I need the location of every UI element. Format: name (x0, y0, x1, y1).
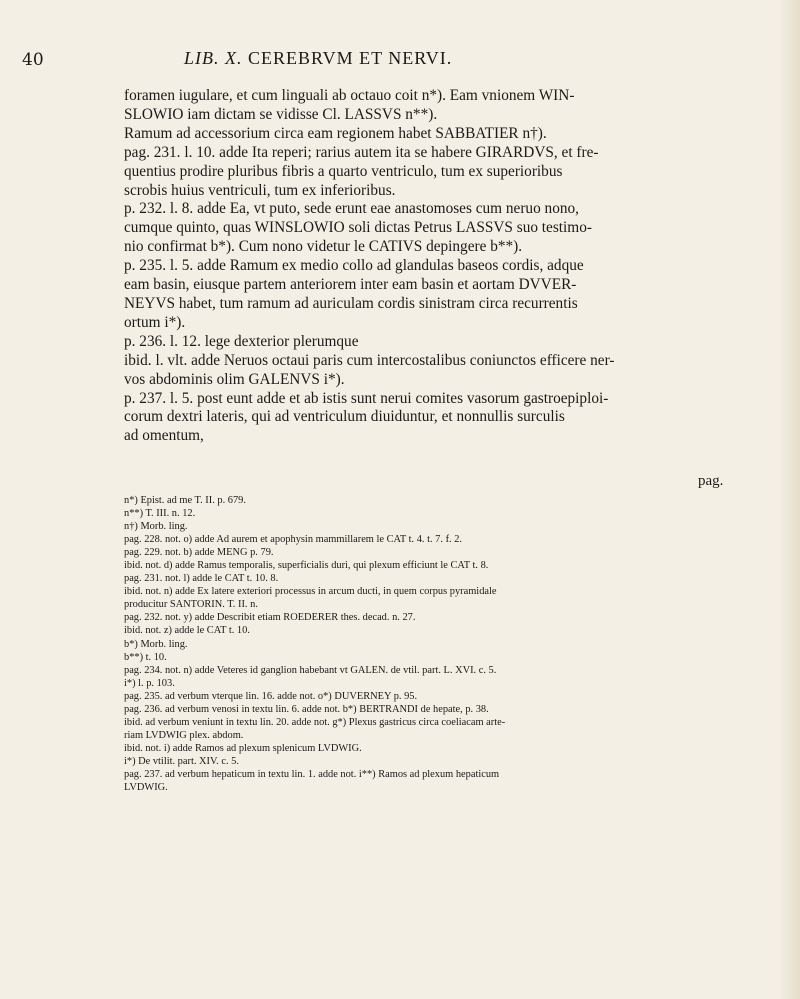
text-line: nio confirmat b*). Cum nono videtur le CATIVS depingere b**). (124, 238, 523, 256)
footnote-line: n†) Morb. ling. (124, 521, 188, 533)
running-head (184, 48, 452, 69)
footnote-line: b**) t. 10. (124, 651, 167, 663)
footnote-line: pag. 235. ad verbum vterque lin. 16. adde not. o*) DUVERNEY p. 95. (124, 690, 418, 702)
text-line: quentius prodire pluribus fibris a quarto ventriculo, tum ex superioribus (124, 162, 563, 180)
footnote-line: ibid. not. d) adde Ramus temporalis, superficialis duri, qui plexum efficiunt le CAT t. 8. (124, 560, 489, 572)
footnote-line: ibid. not. z) adde le CAT t. 10. (124, 625, 250, 637)
text-line: corum dextri lateris, qui ad ventriculum diuiduntur, et nonnullis surculis (124, 408, 565, 426)
footnote-line: riam LVDWIG plex. abdom. (124, 729, 244, 741)
footnote-line: ibid. not. n) adde Ex latere exteriori processus in arcum ducti, in quem corpus pyramidale (124, 586, 497, 598)
footnote-line: n**) T. III. n. 12. (124, 508, 196, 520)
text-line: foramen iugulare, et cum linguali ab octauo coit n*). Eam vnionem WIN- (124, 87, 575, 104)
footnotes (124, 494, 764, 794)
footnote-line: pag. 229. not. b) adde MENG p. 79. (124, 547, 274, 559)
footnote-line: b*) Morb. ling. (124, 638, 188, 650)
footnote-line: i*) De vtilit. part. XIV. c. 5. (124, 755, 239, 767)
text-line: p. 232. l. 8. adde Ea, vt puto, sede erunt eae anastomoses cum neruo nono, (124, 200, 579, 218)
footnote-line: pag. 237. ad verbum hepaticum in textu lin. 1. adde not. i**) Ramos ad plexum hepaticum (124, 768, 500, 780)
catchword: pag. (698, 473, 724, 489)
running-head-title: CEREBRVM ET NERVI. (248, 48, 453, 68)
footnote-line: ibid. not. i) adde Ramos ad plexum splenicum LVDWIG. (124, 742, 362, 754)
text-line: scrobis huius ventriculi, tum ex inferioribus. (124, 181, 396, 199)
footnote-line: LVDWIG. (124, 782, 168, 794)
page-edge-shadow (778, 0, 800, 999)
main-text (124, 87, 764, 446)
footnote-line: pag. 236. ad verbum venosi in textu lin. 6. adde not. b*) BERTRANDI de hepate, p. 38. (124, 703, 489, 715)
text-line: Ramum ad accessorium circa eam regionem habet SABBATIER n†). (124, 124, 547, 142)
text-line: NEYVS habet, tum ramum ad auriculam cordis sinistram circa recurrentis (124, 294, 578, 312)
footnote-line: ibid. ad verbum veniunt in textu lin. 20. adde not. g*) Plexus gastricus circa coeliacam arte- (124, 716, 506, 728)
text-line: SLOWIO iam dictam se vidisse Cl. LASSVS n**). (124, 105, 438, 123)
text-line: p. 235. l. 5. adde Ramum ex medio collo ad glandulas baseos cordis, adque (124, 257, 584, 275)
footnote-line: pag. 231. not. l) adde le CAT t. 10. 8. (124, 573, 279, 585)
text-line: p. 237. l. 5. post eunt adde et ab istis sunt nerui comites vasorum gastroepiploi- (124, 389, 609, 407)
page-number: 40 (22, 50, 44, 70)
footnote-line: producitur SANTORIN. T. II. n. (124, 599, 258, 611)
footnote-line: pag. 228. not. o) adde Ad aurem et apophysin mammillarem le CAT t. 4. t. 7. f. 2. (124, 534, 463, 546)
text-line: eam basin, eiusque partem anteriorem inter eam basin et aortam DVVER- (124, 276, 577, 294)
text-line: p. 236. l. 12. lege dexterior plerumque (124, 332, 359, 350)
footnote-line: i*) l. p. 103. (124, 677, 175, 689)
page-header (0, 48, 800, 78)
running-head-book: LIB. X. (184, 48, 243, 68)
text-line: ibid. l. vlt. adde Neruos octaui paris cum intercostalibus coniunctos efficere ner- (124, 351, 615, 369)
text-line: ortum i*). (124, 313, 186, 331)
text-line: ad omentum, (124, 427, 204, 445)
text-line: vos abdominis olim GALENVS i*). (124, 370, 345, 388)
footnote-line: pag. 232. not. y) adde Describit etiam ROEDERER thes. decad. n. 27. (124, 612, 416, 624)
text-line: cumque quinto, quas WINSLOWIO soli dictas Petrus LASSVS suo testimo- (124, 219, 592, 237)
footnote-line: pag. 234. not. n) adde Veteres id ganglion habebant vt GALEN. de vtil. part. L. XVI. c. 5. (124, 664, 497, 676)
footnote-line: n*) Epist. ad me T. II. p. 679. (124, 495, 246, 506)
text-line: pag. 231. l. 10. adde Ita reperi; rarius autem ita se habere GIRARDVS, et fre- (124, 143, 599, 161)
